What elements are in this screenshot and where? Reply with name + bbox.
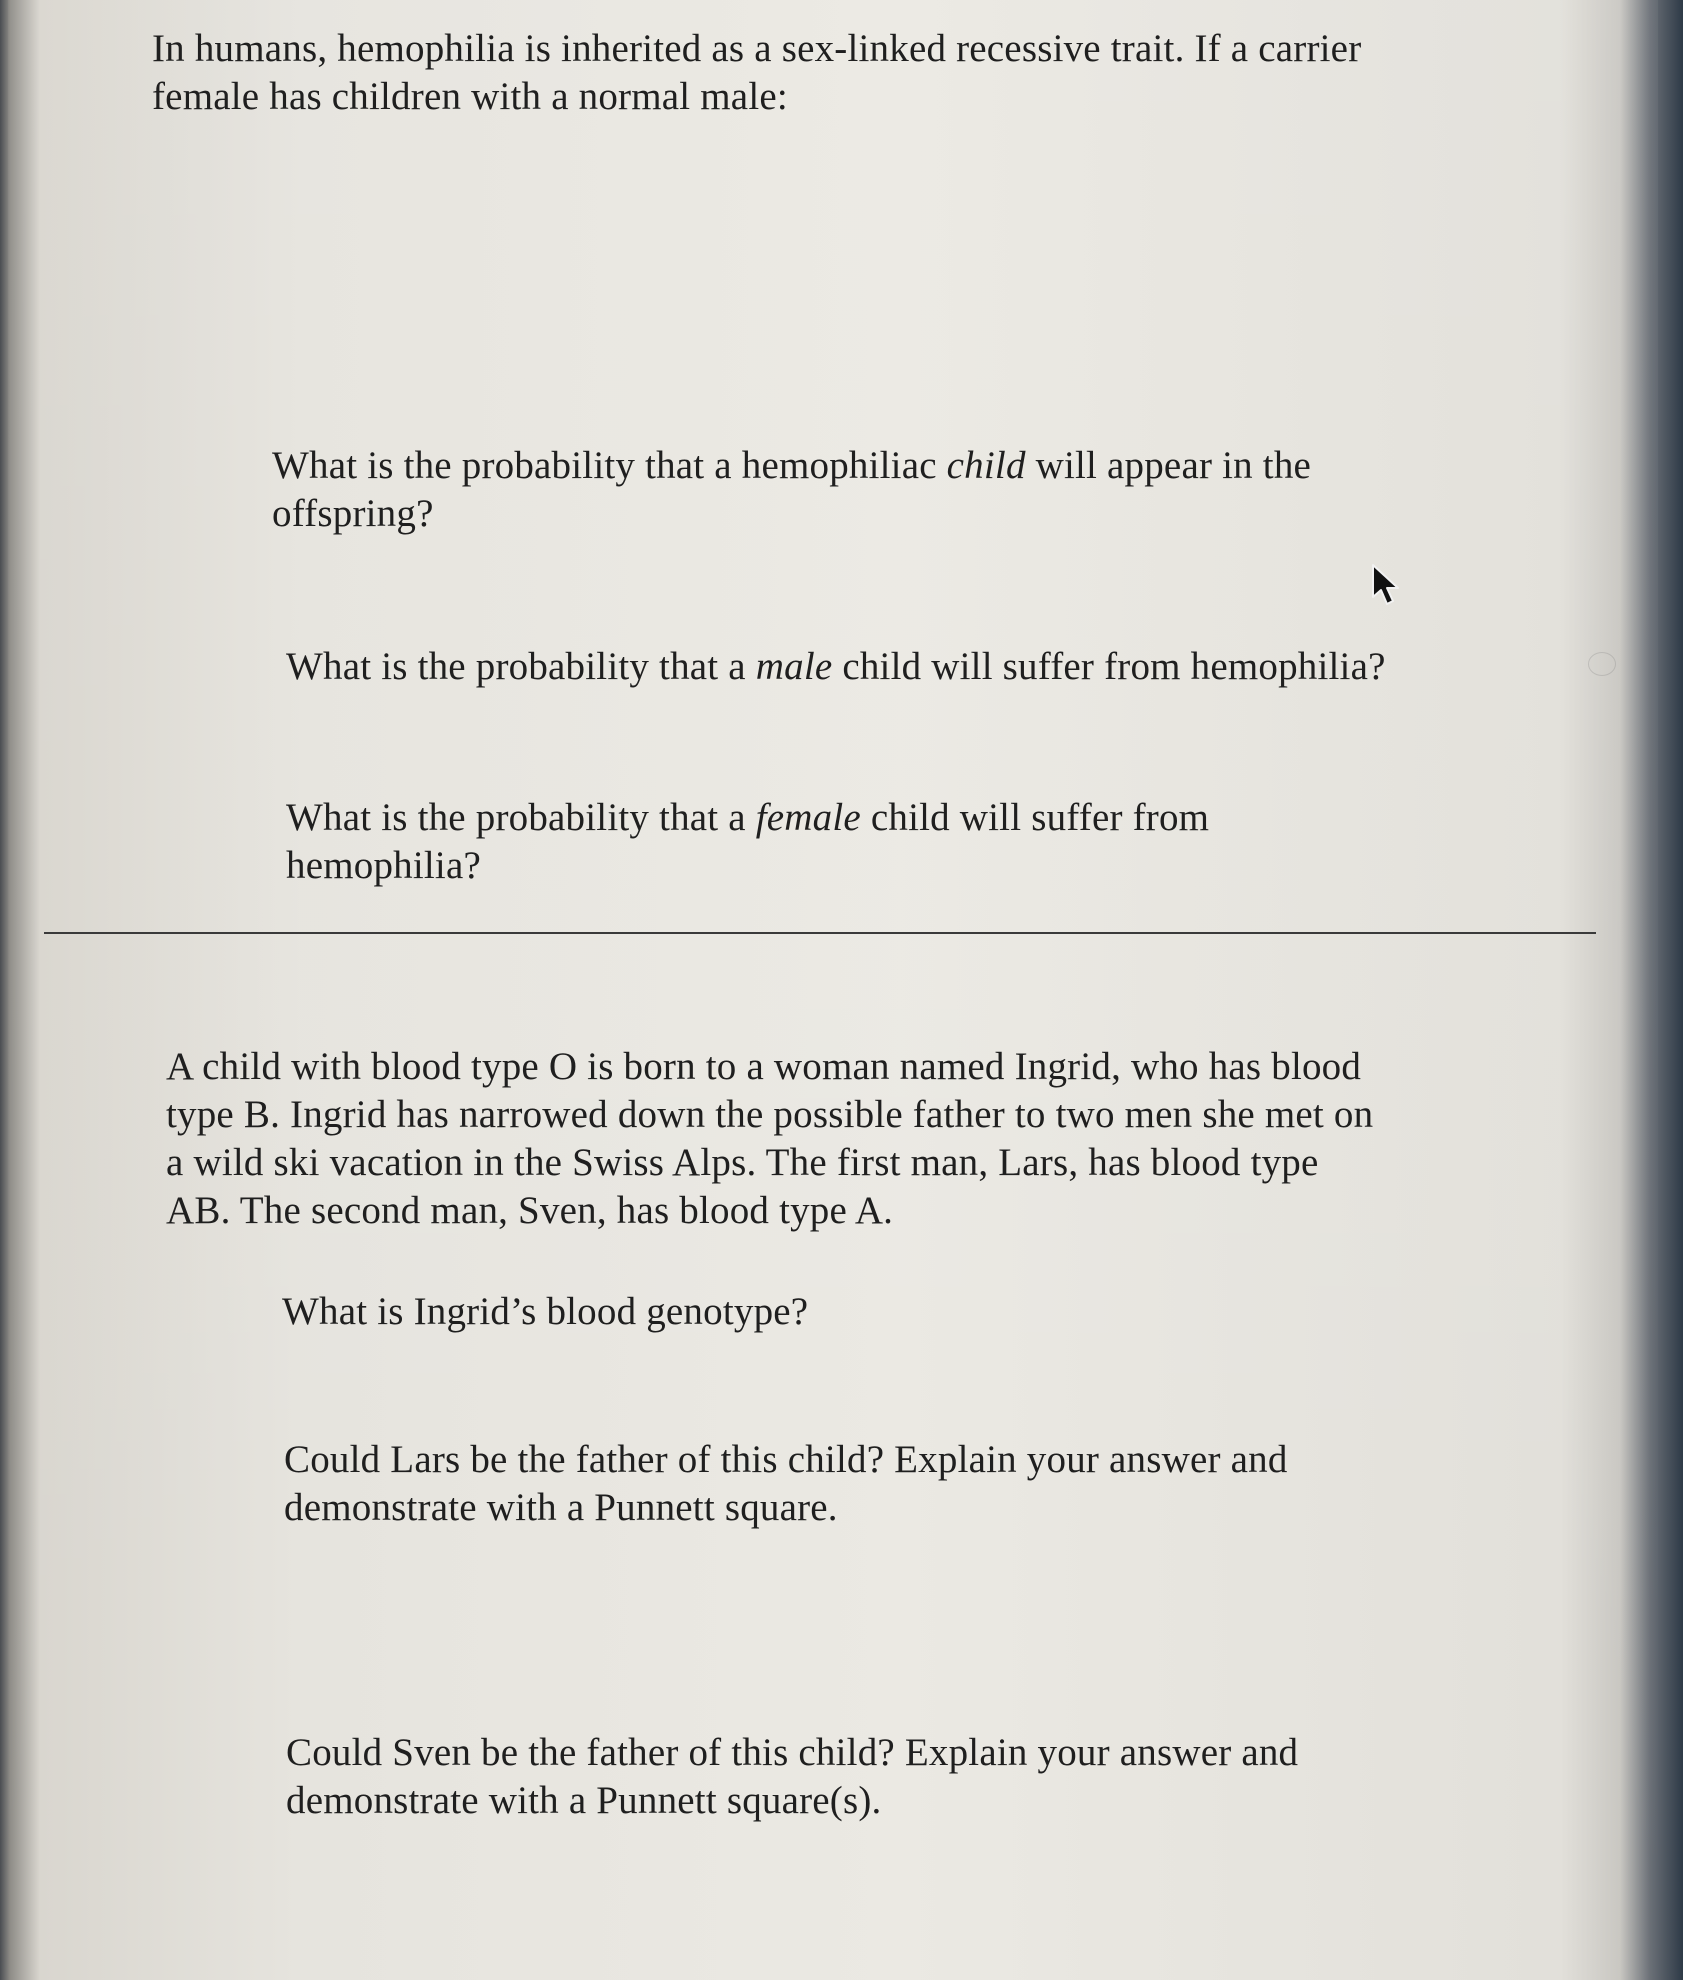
question-text: What is the probability that a — [286, 645, 756, 688]
emphasis-child: child — [946, 444, 1026, 487]
question-text: Could Lars be the father of this child? Explain your answer and — [284, 1438, 1288, 1481]
question-lars-father — [284, 1436, 1288, 1532]
blood-type-intro — [166, 1043, 1373, 1235]
question-text: What is Ingrid’s blood genotype? — [282, 1290, 809, 1333]
question-text: What is the probability that a hemophiliac — [272, 444, 947, 487]
question-text: demonstrate with a Punnett square. — [284, 1486, 838, 1529]
question-sven-father — [286, 1729, 1298, 1825]
question-text: child will suffer from — [860, 796, 1210, 839]
hemophilia-intro — [152, 25, 1361, 121]
section-divider — [44, 932, 1596, 934]
emphasis-male: male — [755, 645, 833, 688]
hemophilia-intro-line2: female has children with a normal male: — [152, 75, 788, 118]
question-text: What is the probability that a — [286, 796, 756, 839]
question-male-child — [286, 643, 1386, 691]
question-female-child — [286, 794, 1209, 890]
worksheet-page — [8, 0, 1658, 1980]
intro-line: a wild ski vacation in the Swiss Alps. The first man, Lars, has blood type — [166, 1141, 1319, 1184]
question-text: hemophilia? — [286, 844, 481, 887]
intro-line: type B. Ingrid has narrowed down the possible father to two men she met on — [166, 1093, 1374, 1136]
question-text: offspring? — [272, 492, 434, 535]
question-ingrid-genotype — [282, 1288, 808, 1336]
question-text: will appear in the — [1025, 444, 1312, 487]
emphasis-female: female — [755, 796, 861, 839]
intro-line: A child with blood type O is born to a woman named Ingrid, who has blood — [166, 1045, 1362, 1088]
question-text: child will suffer from hemophilia? — [832, 645, 1386, 688]
question-text: demonstrate with a Punnett square(s). — [286, 1779, 882, 1822]
mouse-pointer-icon — [1370, 563, 1404, 607]
intro-line: AB. The second man, Sven, has blood type A. — [166, 1189, 894, 1232]
screen-smudge — [1588, 652, 1616, 676]
question-text: Could Sven be the father of this child? Explain your answer and — [286, 1731, 1299, 1774]
hemophilia-intro-line1: In humans, hemophilia is inherited as a sex-linked recessive trait. If a carrier — [152, 27, 1362, 70]
question-hemophiliac-child — [272, 442, 1311, 538]
